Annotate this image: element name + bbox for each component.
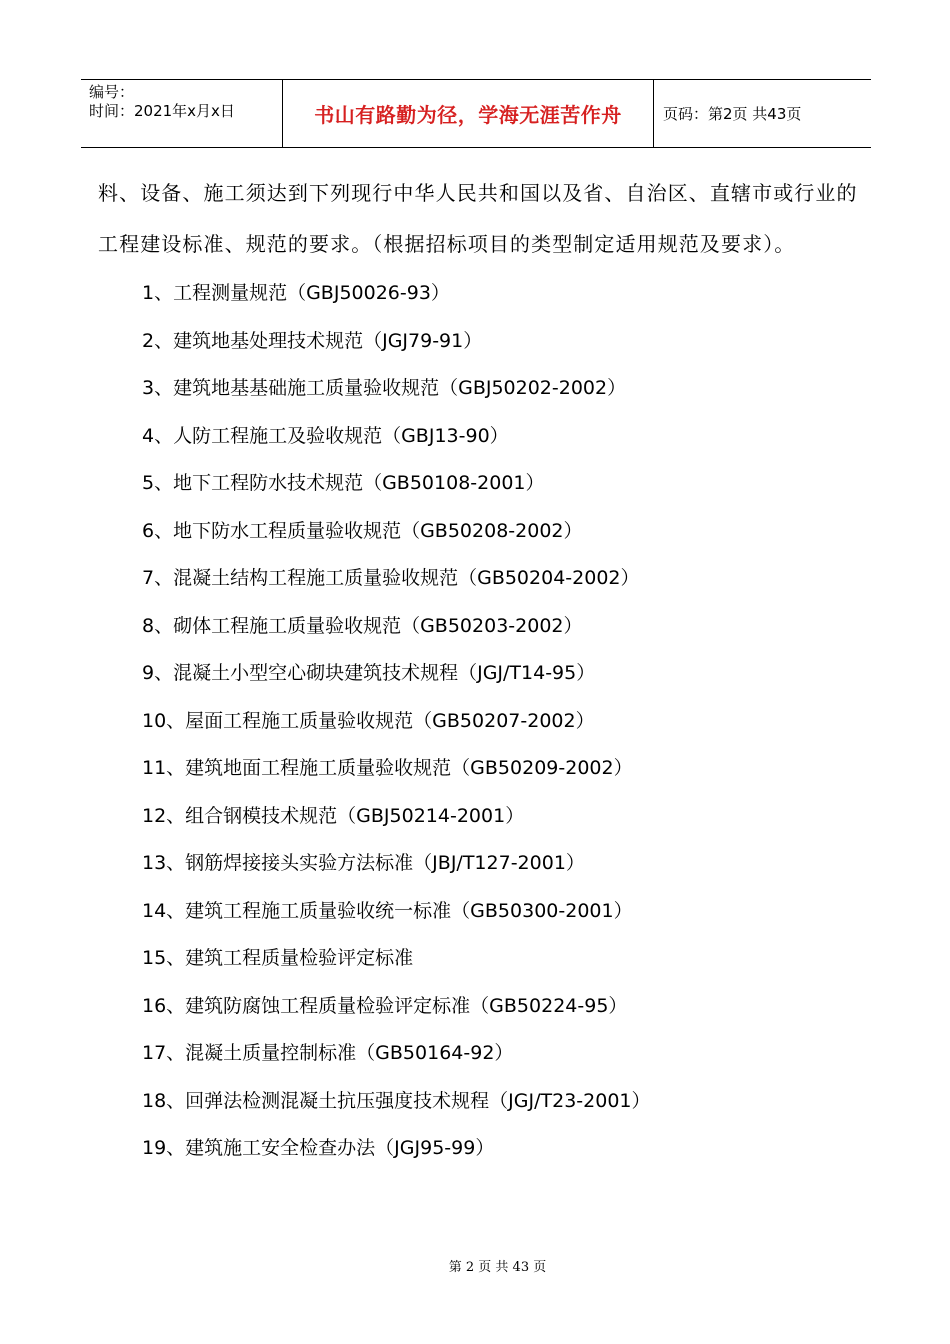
document-time: 时间：2021年x月x日 [89, 102, 235, 120]
list-item: 7、混凝土结构工程施工质量验收规范（GB50204-2002） [142, 567, 640, 589]
list-item: 10、屋面工程施工质量验收规范（GB50207-2002） [142, 709, 595, 732]
header-page-info: 页码：第2页 共43页 [663, 105, 802, 123]
list-item: 9、混凝土小型空心砌块建筑技术规程（JGJ/T14-95） [142, 662, 596, 684]
list-item: 6、地下防水工程质量验收规范（GB50208-2002） [142, 519, 583, 542]
list-item: 19、建筑施工安全检查办法（JGJ95-99） [142, 1137, 495, 1159]
list-item: 4、人防工程施工及验收规范（GBJ13-90） [142, 424, 509, 447]
header-motto: 书山有路勤为径，学海无涯苦作舟 [283, 80, 654, 147]
document-body [98, 168, 858, 1173]
list-item: 3、建筑地基基础施工质量验收规范（GBJ50202-2002） [142, 377, 627, 399]
intro-paragraph: 料、设备、施工须达到下列现行中华人民共和国以及省、自治区、直辖市或行业的工程建设标准、规范的要求。（根据招标项目的类型制定适用规范及要求）。 [98, 181, 858, 256]
list-item: 16、建筑防腐蚀工程质量检验评定标准（GB50224-95） [142, 994, 628, 1017]
list-item: 2、建筑地基处理技术规范（JGJ79-91） [142, 329, 483, 352]
list-item: 1、工程测量规范（GBJ50026-93） [142, 282, 450, 304]
list-item: 12、组合钢模技术规范（GBJ50214-2001） [142, 804, 525, 827]
standards-list [98, 270, 858, 1173]
list-item: 15、建筑工程质量检验评定标准 [142, 947, 414, 969]
list-item: 14、建筑工程施工质量验收统一标准（GB50300-2001） [142, 899, 633, 922]
list-item: 8、砌体工程施工质量验收规范（GB50203-2002） [142, 614, 583, 637]
page-header [81, 79, 871, 148]
list-item: 5、地下工程防水技术规范（GB50108-2001） [142, 472, 545, 494]
list-item: 18、回弹法检测混凝土抗压强度技术规程（JGJ/T23-2001） [142, 1089, 651, 1112]
list-item: 17、混凝土质量控制标准（GB50164-92） [142, 1042, 514, 1064]
header-meta [81, 80, 283, 147]
list-item: 11、建筑地面工程施工质量验收规范（GB50209-2002） [142, 757, 633, 779]
list-item: 13、钢筋焊接接头实验方法标准（JBJ/T127-2001） [142, 852, 585, 874]
page-footer: 第 2 页 共 43 页 [448, 1260, 547, 1275]
document-number-label: 编号： [89, 83, 135, 101]
